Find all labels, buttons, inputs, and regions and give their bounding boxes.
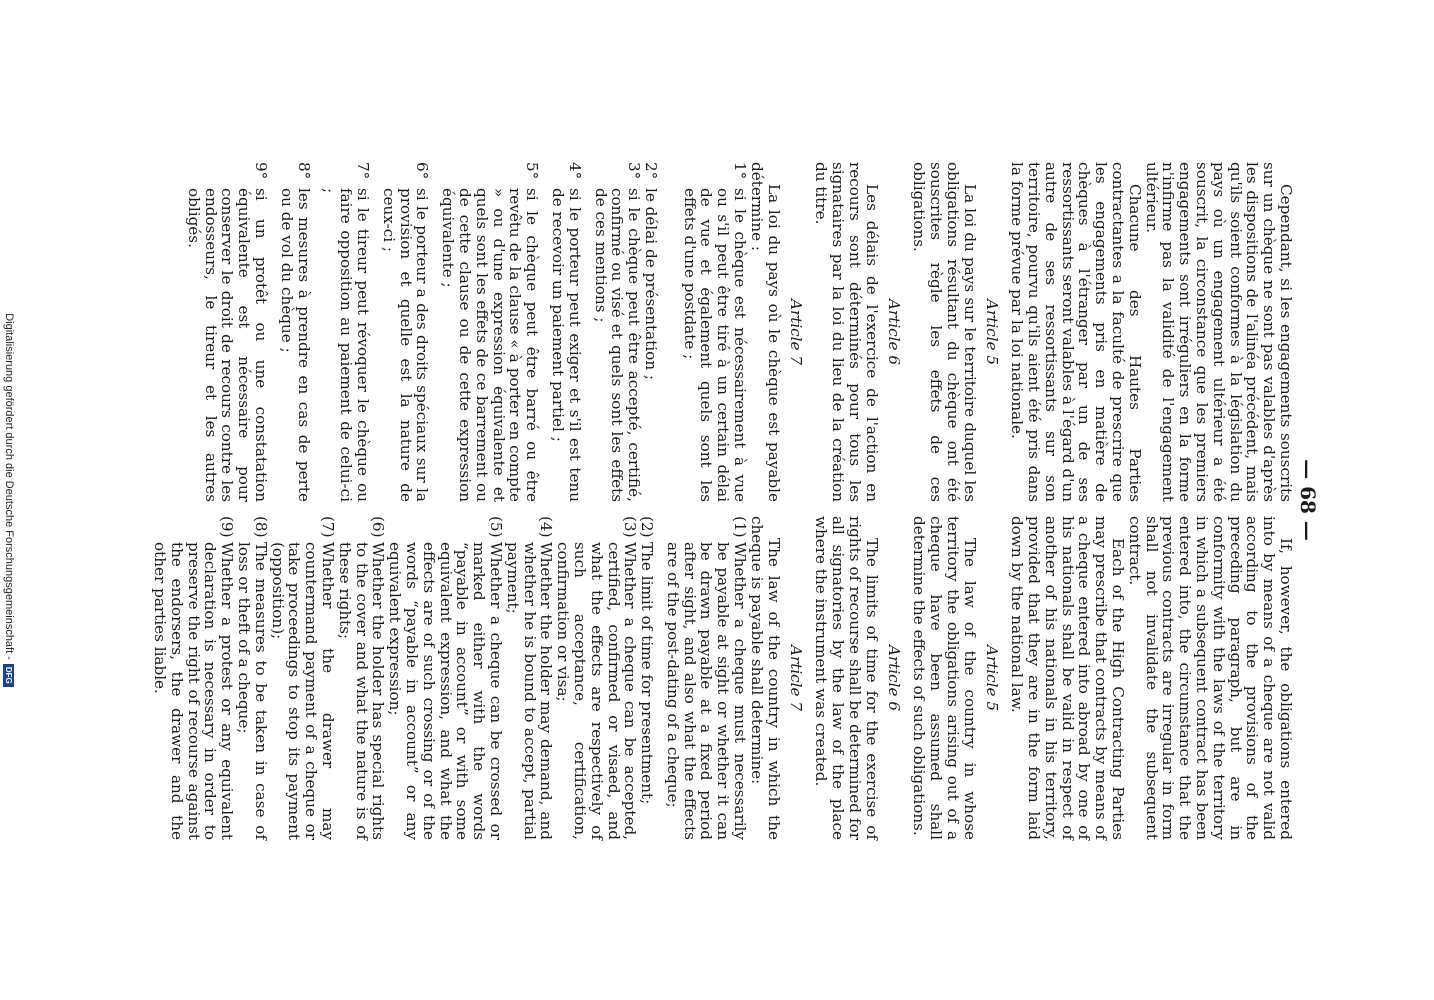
fr-item bbox=[278, 162, 312, 502]
fr-item-text: le délai de présentation ; bbox=[641, 188, 660, 381]
en-item bbox=[554, 516, 638, 840]
digitization-footer bbox=[3, 0, 15, 1000]
fr-item bbox=[185, 162, 269, 502]
en-item-text: Whether a cheque can be crossed or marked either with the words “payable in account” or with some equivalent expression, and what the effects are of such crossing or of the words “payable in account” or any equivalent expression; bbox=[386, 542, 505, 840]
en-paragraph-each: Each of the High Contracting Parties may prescribe that contracts by means of a cheque entered into abroad by one of his nationals shall be valid in respect of another of his nationals in his territory, provided that they are in the form laid down by the national law. bbox=[1008, 516, 1128, 840]
fr-article7-intro: La loi du pays où le chèque est payable détermine : bbox=[747, 162, 783, 502]
en-item-text: Whether the drawer may countermand payment of a cheque or take proceedings to stop its payment (opposition); bbox=[268, 542, 337, 840]
fr-item-num: 6° bbox=[413, 162, 432, 180]
fr-item bbox=[642, 162, 659, 502]
en-article6-text: The limits of time for the exercise of rights of recourse shall be determined for all signatories by the law of the place where the instrument was created. bbox=[812, 516, 881, 840]
fr-article6-text: Les délais de l'exercice de l'action en recours sont déterminés pour tous les signataires par la loi du lieu de la création du titre. bbox=[812, 162, 881, 502]
en-item bbox=[269, 516, 336, 840]
en-item-text: The measures to be taken in case of loss or theft of a cheque; bbox=[234, 542, 270, 840]
fr-item bbox=[549, 162, 583, 502]
en-item bbox=[638, 516, 655, 840]
fr-item bbox=[592, 162, 642, 502]
fr-item bbox=[380, 162, 430, 502]
fr-article5-text: La loi du pays sur le territoire duquel les obligations résultant du chèque ont été souscrites règle les effets de ces obligations. bbox=[910, 162, 979, 502]
en-item-num: (1) bbox=[731, 516, 750, 538]
en-item-num: (4) bbox=[537, 516, 556, 538]
en-item-num: (9) bbox=[218, 516, 237, 538]
fr-item-text: si le chèque peut être barré ou être revêtu de la clause « à porter en compte » ou d'une expression équivalente et quels sont les effets de ce barrement ou de cette clause ou de cette expression équivalente ; bbox=[439, 188, 542, 502]
fr-item-text: si le tireur peut révoquer le chèque ou faire opposition au paiement de celui-ci ; bbox=[320, 188, 372, 502]
en-article7-heading: Article 7 bbox=[787, 644, 806, 712]
french-column bbox=[185, 162, 1294, 502]
en-item bbox=[235, 516, 269, 840]
fr-article7-heading: Article 7 bbox=[787, 298, 806, 366]
en-item-text: Whether a protest or any equivalent declaration is necessary in order to preserve the right of recourse against the endorsers, the drawer and the other parties liable. bbox=[151, 542, 237, 840]
fr-item-text: si le porteur peut exiger et s'il est tenu de recevoir un paiement partiel ; bbox=[548, 188, 584, 502]
fr-item-num: 5° bbox=[523, 162, 542, 180]
fr-item-text: les mesures à prendre en cas de perte ou de vol du chèque ; bbox=[277, 188, 313, 502]
en-item-num: (7) bbox=[318, 516, 337, 538]
fr-item bbox=[439, 162, 540, 502]
en-article5-text: The law of the country in whose territory the obligations arising out of a cheque have been assumed shall determine the effects of such obligations. bbox=[910, 516, 979, 840]
fr-item-num: 8° bbox=[294, 162, 313, 180]
en-item-text: Whether the holder may demand, and whether he is bound to accept, partial payment; bbox=[503, 542, 556, 840]
en-item-text: The limit of time for presentment; bbox=[638, 542, 657, 805]
footer-text: Digitalisierung gefördert durch die Deutsche Forschungsgemeinschaft - bbox=[3, 313, 15, 660]
fr-item bbox=[321, 162, 371, 502]
fr-item-num: 1° bbox=[731, 162, 750, 180]
en-item-text: Whether a cheque can be accepted, certified, confirmed or visaed, and what the effects are respectively of such acceptance, certification, confirmation or visa; bbox=[554, 542, 640, 840]
fr-article6-heading: Article 6 bbox=[885, 298, 904, 366]
en-item bbox=[336, 516, 386, 840]
fr-item bbox=[681, 162, 748, 502]
en-item-text: Whether a cheque must necessarily be payable at sight or whether it can be drawn payable at a fixed period after sight, and also what the effects are of the post-dating of a cheque; bbox=[663, 542, 750, 840]
en-article7-intro: The law of the country in which the cheque is payable shall determine: bbox=[747, 516, 783, 840]
en-item bbox=[664, 516, 748, 840]
fr-paragraph-chacune: Chacune des Hautes Parties contractantes a la faculté de prescrire que les engagements pris en matière de chèques à l'étranger par un de ses ressortissants seront valables à l'égard d'un autre de ses ressortissants sur son territoire, pourvu qu'ils aient été pris dans la forme prévue par la loi nationale. bbox=[1008, 162, 1144, 502]
fr-item-num: 4° bbox=[565, 162, 584, 180]
en-item-num: (3) bbox=[621, 516, 640, 538]
en-item bbox=[151, 516, 235, 840]
fr-item-text: si un protêt ou une constatation équivalente est nécessaire pour conserver le droit de recours contre les endosseurs, le tireur et les autres obligés. bbox=[184, 188, 270, 502]
fr-article5-heading: Article 5 bbox=[983, 298, 1002, 366]
en-item-num: (8) bbox=[251, 516, 270, 538]
en-article5-heading: Article 5 bbox=[983, 644, 1002, 712]
en-article6-heading: Article 6 bbox=[885, 644, 904, 712]
en-item-num: (6) bbox=[369, 516, 388, 538]
fr-paragraph-cependant: Cependant, si les engagements souscrits sur un chèque ne sont pas valables d'après les dispositions de l'alinéa précédent, mais qu'ils soient conformes à la législation du pays où un engagement ultérieur a été souscrit, la circonstance que les premiers engagements sont irréguliers en la forme n'infirme pas la validité de l'engagement ultérieur. bbox=[1142, 162, 1295, 502]
english-column bbox=[151, 516, 1294, 840]
fr-item-num: 2° bbox=[641, 162, 660, 180]
dfg-logo-icon: DFG bbox=[3, 664, 14, 687]
page-number: — 68 — bbox=[1296, 459, 1320, 541]
en-item-num: (2) bbox=[638, 516, 657, 538]
fr-item-num: 7° bbox=[353, 162, 372, 180]
fr-item-num: 3° bbox=[625, 162, 644, 180]
en-item-text: Whether the holder has special rights to the cover and what the nature is of these rights; bbox=[335, 542, 388, 840]
en-item bbox=[386, 516, 504, 840]
fr-item-text: si le chèque peut être accepté, certifié, confirmé ou visé et quels sont les effets de ces mentions ; bbox=[591, 188, 644, 502]
fr-item-text: si le porteur a des droits spéciaux sur la provision et quelle est la nature de ceux-ci ; bbox=[379, 188, 432, 502]
en-item-num: (5) bbox=[486, 516, 505, 538]
en-item bbox=[504, 516, 554, 840]
en-paragraph-if: If, however, the obligations entered into by means of a cheque are not valid according to the provisions of the preceding paragraph, but are in conformity with the laws of the territory in which a subsequent contract has been entered into, the circumstance that the previous contracts are irregular in form shall not invalidate the subsequent contract. bbox=[1125, 516, 1295, 840]
fr-item-text: si le chèque est nécessairement à vue ou s'il peut être tiré à un certain délai de vue et également quels sont les effets d'une postdate ; bbox=[680, 188, 750, 502]
fr-item-num: 9° bbox=[251, 162, 270, 180]
